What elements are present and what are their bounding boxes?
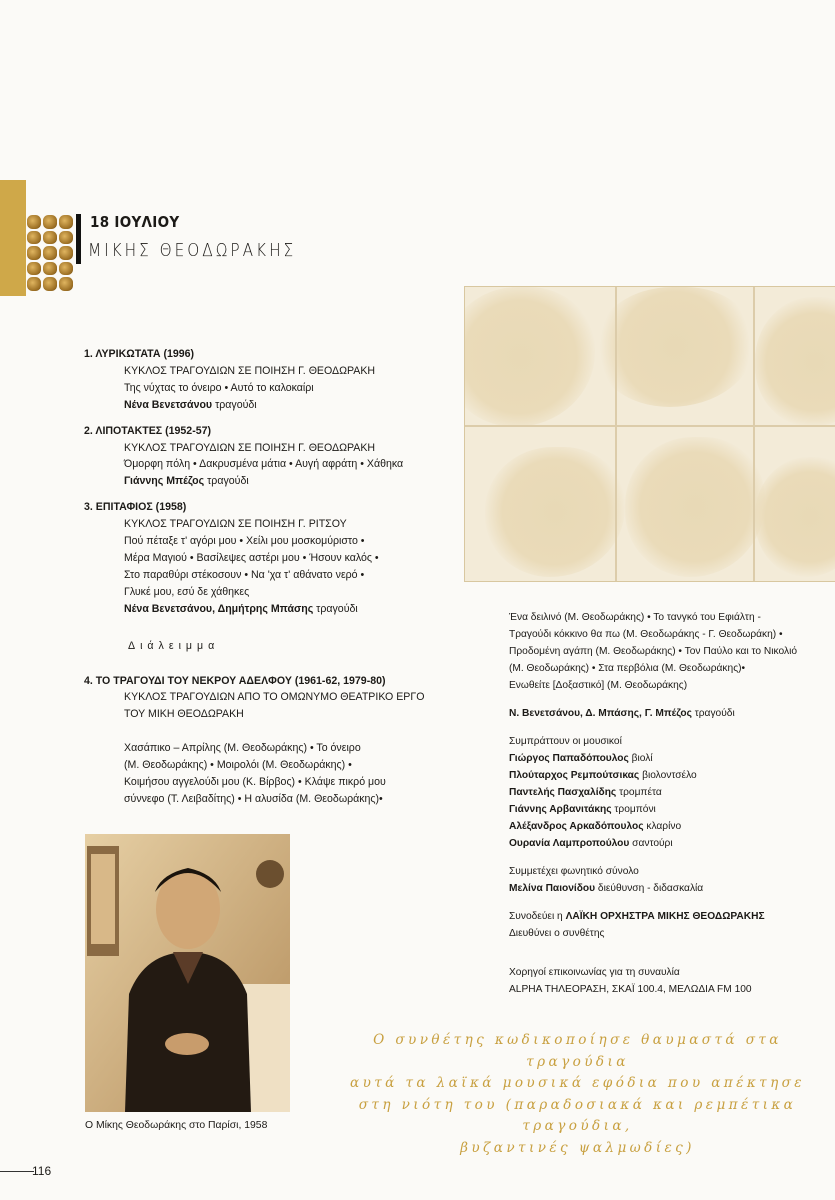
- program-continuation: [509, 609, 829, 998]
- musician-name: Παντελής Πασχαλίδης: [509, 787, 617, 798]
- musician-instrument: κλαρίνο: [646, 821, 682, 832]
- musicians-intro: Συμπράττουν οι μουσικοί: [509, 736, 622, 747]
- musician-name: Γιάννης Αρβανιτάκης: [509, 804, 612, 815]
- musician-entry: [509, 801, 829, 818]
- song-line: Τραγούδι κόκκινο θα πω (Μ. Θεοδωράκης - Γ. Θεοδωράκη) •: [509, 629, 783, 640]
- composer-photo: [85, 834, 290, 1112]
- musician-instrument: σαντούρι: [632, 838, 673, 849]
- program-item-title: 4. ΤΟ ΤΡΑΓΟΥΔΙ ΤΟΥ ΝΕΚΡΟΥ ΑΔΕΛΦΟΥ (1961-62, 1979-80): [84, 674, 386, 687]
- program-item-songs: Στο παραθύρι στέκοσουν • Να 'χα τ' αθάνατο νερό •: [124, 568, 365, 581]
- program-item-subtitle: ΚΥΚΛΟΣ ΤΡΑΓΟΥΔΙΩΝ ΣΕ ΠΟΙΗΣΗ Γ. ΘΕΟΔΩΡΑΚΗ: [124, 441, 376, 454]
- gold-accent-bar: [0, 180, 26, 296]
- program-item-subtitle: ΤΟΥ ΜΙΚΗ ΘΕΟΔΩΡΑΚΗ: [124, 708, 244, 721]
- concert-date: 18 ΙΟΥΛΙΟΥ: [90, 213, 180, 231]
- musician-instrument: βιολοντσέλο: [642, 770, 697, 781]
- page-number: 116: [32, 1164, 52, 1178]
- performer-name: Γιάννης Μπέζος: [124, 475, 205, 488]
- program-item-songs: Όμορφη πόλη • Δακρυσμένα μάτια • Αυγή αφράτη • Χάθηκα: [124, 458, 404, 471]
- musician-name: Ουρανία Λαμπροπούλου: [509, 838, 630, 849]
- song-line: (Μ. Θεοδωράκης) • Στα περβόλια (Μ. Θεοδωράκης)•: [509, 663, 746, 674]
- program-item-songs: Πού πέταξε τ' αγόρι μου • Χείλι μου μοσκομύριστο •: [124, 535, 365, 548]
- program-item-title: 2. ΛΙΠΟΤΑΚΤΕΣ (1952-57): [84, 424, 212, 437]
- musician-entry: [509, 784, 829, 801]
- sponsors-list: ALPHA ΤΗΛΕΟΡΑΣΗ, ΣΚΑΪ 100.4, ΜΕΛΩΔΙΑ FM 100: [509, 984, 752, 995]
- musician-name: Γιώργος Παπαδόπουλος: [509, 753, 629, 764]
- musician-entry: [509, 750, 829, 767]
- musician-entry: [509, 767, 829, 784]
- musician-entry: [509, 835, 829, 852]
- musician-entry: [509, 818, 829, 835]
- musician-name: Αλέξανδρος Αρκαδόπουλος: [509, 821, 644, 832]
- performer-role: τραγούδι: [215, 398, 257, 411]
- vocal-director: Μελίνα Παιονίδου: [509, 883, 596, 894]
- musician-instrument: τρομπόνι: [614, 804, 656, 815]
- performers: Ν. Βενετσάνου, Δ. Μπάσης, Γ. Μπέζος: [509, 708, 692, 719]
- program-item-subtitle: ΚΥΚΛΟΣ ΤΡΑΓΟΥΔΙΩΝ ΣΕ ΠΟΙΗΣΗ Γ. ΡΙΤΣΟΥ: [124, 518, 347, 531]
- musician-name: Πλούταρχος Ρεμπούτσικας: [509, 770, 640, 781]
- orchestra-name: ΛΑΪΚΗ ΟΡΧΗΣΤΡΑ ΜΙΚΗΣ ΘΕΟΔΩΡΑΚΗΣ: [565, 911, 765, 922]
- musician-instrument: τρομπέτα: [619, 787, 662, 798]
- performers-role: τραγούδι: [694, 708, 735, 719]
- quote-line: αυτά τα λαϊκά μουσικά εφόδια που απέκτησε: [349, 1075, 805, 1091]
- performer-role: τραγούδι: [316, 602, 358, 615]
- page-rule: [0, 1171, 34, 1172]
- program-item-songs: Κοιμήσου αγγελούδι μου (Κ. Βίρβος) • Κλάψε πικρό μου: [124, 776, 386, 789]
- program-item-songs: Μέρα Μαγιού • Βασίλεψες αστέρι μου • Ήσουν καλός •: [124, 551, 379, 564]
- photo-caption: Ο Μίκης Θεοδωράκης στο Παρίσι, 1958: [85, 1120, 268, 1131]
- song-line: Προδομένη αγάπη (Μ. Θεοδωράκης) • Τον Παύλο και το Νικολιό: [509, 646, 797, 657]
- program-item-title: 3. ΕΠΙΤΑΦΙΟΣ (1958): [84, 501, 187, 514]
- vocal-role: διεύθυνση - διδασκαλία: [597, 883, 704, 894]
- song-line: Ένα δειλινό (Μ. Θεοδωράκης) • Το τανγκό του Εφιάλτη -: [509, 612, 761, 623]
- decorative-mosaic: [26, 214, 74, 292]
- program-item-songs: Της νύχτας το όνειρο • Αυτό το καλοκαίρι: [124, 381, 314, 394]
- black-accent-bar: [76, 214, 81, 264]
- performer-name: Νένα Βενετσάνου: [124, 398, 213, 411]
- quote-line: βυζαντινές ψαλμωδίες): [460, 1139, 695, 1156]
- musician-instrument: βιολί: [631, 753, 653, 764]
- pull-quote: [330, 1030, 825, 1159]
- sponsors-intro: Χορηγοί επικοινωνίας για τη συναυλία: [509, 967, 680, 978]
- program-item-songs: (Μ. Θεοδωράκης) • Μοιρολόι (Μ. Θεοδωράκης) •: [124, 759, 352, 772]
- intermission-label: Διάλειμμα: [128, 639, 220, 652]
- composer-name: ΜΙΚΗΣ ΘΕΟΔΩΡΑΚΗΣ: [88, 240, 297, 261]
- vocal-intro: Συμμετέχει φωνητικό σύνολο: [509, 866, 639, 877]
- program-item-songs: Γλυκέ μου, εσύ δε χάθηκες: [124, 585, 250, 598]
- song-line: Ενωθείτε [Δοξαστικό] (Μ. Θεοδωράκης): [509, 680, 688, 691]
- performer-role: τραγούδι: [207, 475, 249, 488]
- program-item-title: 1. ΛΥΡΙΚΩΤΑΤΑ (1996): [84, 348, 195, 360]
- program-item-songs: σύννεφο (Τ. Λειβαδίτης) • Η αλυσίδα (Μ. Θεοδωράκης)•: [124, 792, 383, 805]
- orchestra-intro: Συνοδεύει η: [509, 911, 563, 922]
- quote-line: στη νιότη του (παραδοσιακά και ρεμπέτικα τραγούδια,: [358, 1096, 797, 1134]
- program-item-songs: Χασάπικο – Απρίλης (Μ. Θεοδωράκης) • Το όνειρο: [124, 742, 361, 755]
- program-item-subtitle: ΚΥΚΛΟΣ ΤΡΑΓΟΥΔΙΩΝ ΑΠΟ ΤΟ ΟΜΩΝΥΜΟ ΘΕΑΤΡΙΚΟ ΕΡΓΟ: [124, 691, 425, 704]
- performer-name: Νένα Βενετσάνου, Δημήτρης Μπάσης: [124, 602, 314, 615]
- quote-line: Ο συνθέτης κωδικοποίησε θαυμαστά στα τραγούδια: [373, 1032, 782, 1070]
- decorative-artwork: [464, 286, 835, 582]
- program-item-subtitle: ΚΥΚΛΟΣ ΤΡΑΓΟΥΔΙΩΝ ΣΕ ΠΟΙΗΣΗ Γ. ΘΕΟΔΩΡΑΚΗ: [124, 364, 376, 377]
- program-list: [84, 346, 474, 808]
- conductor-line: Διευθύνει ο συνθέτης: [509, 928, 605, 939]
